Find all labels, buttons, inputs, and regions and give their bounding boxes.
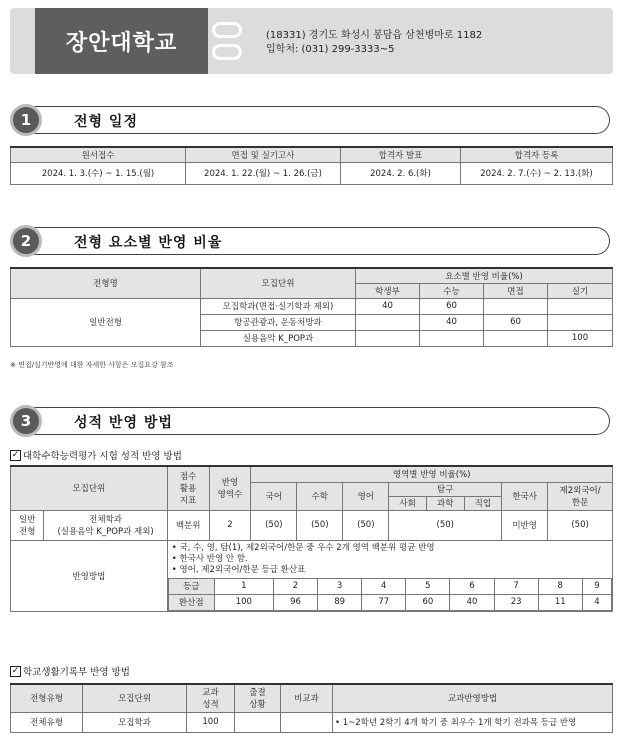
table-cell [356, 314, 420, 330]
binder-ring-icon [212, 44, 242, 60]
section-title: 전형 요소별 반영 비율 [74, 235, 223, 251]
table-cell: 11 [538, 594, 582, 610]
section-ratio-heading [10, 225, 610, 257]
table-header: 국어 [251, 482, 297, 510]
table-cell: 1 [214, 578, 273, 594]
table-cell: 89 [318, 594, 362, 610]
school-header [10, 8, 613, 74]
table-cell: 전체학과 (실용음악 K_POP과 제외) [44, 510, 167, 540]
table-cell: 전체유형 [11, 712, 83, 732]
table-header: 과학 [426, 496, 464, 510]
table-cell: • 1~2학년 2학기 4개 학기 중 최우수 1개 학기 전과목 등급 반영 [333, 712, 613, 732]
section-number-badge: 3 [10, 405, 42, 437]
table-cell: 5 [406, 578, 450, 594]
school-name: 장안대학교 [35, 8, 208, 74]
table-header: 영역별 반영 비율(%) [251, 466, 613, 482]
table-cell: 40 [356, 298, 420, 314]
checkbox-icon: ✓ [11, 449, 20, 460]
table-header: 한국사 [502, 482, 548, 510]
school-record-heading [10, 664, 130, 678]
table-header: 면접 및 실기고사 [186, 147, 341, 162]
table-header: 전형명 [11, 268, 201, 298]
table-cell: 9 [582, 578, 611, 594]
table-header: 합격자 발표 [341, 147, 461, 162]
binder-ring-icon [212, 22, 242, 38]
table-header: 실기 [548, 283, 613, 298]
table-cell: 미반영 [502, 510, 548, 540]
table-cell: (50) [343, 510, 389, 540]
table-cell [420, 330, 484, 346]
table-cell: 반영방법 [11, 540, 168, 611]
method-list [168, 541, 612, 578]
table-header: 모집단위 [83, 684, 187, 712]
table-cell: 77 [362, 594, 406, 610]
table-cell: 항공관광과, 운동처방과 [201, 314, 356, 330]
table-cell: 60 [484, 314, 548, 330]
checkbox-icon: ✓ [11, 665, 20, 676]
csat-method-heading [10, 448, 182, 462]
table-cell: (50) [297, 510, 343, 540]
table-header: 비교과 [281, 684, 333, 712]
table-header: 점수 활용 지표 [167, 466, 209, 510]
schedule-table [10, 146, 613, 185]
table-cell: 7 [494, 578, 538, 594]
table-header: 합격자 등록 [461, 147, 613, 162]
table-cell: 40 [420, 314, 484, 330]
table-cell: 96 [273, 594, 317, 610]
table-cell [484, 298, 548, 314]
table-cell: 모집학과(면접·실기학과 제외) [201, 298, 356, 314]
table-cell: 100 [214, 594, 273, 610]
phone: 입학처: (031) 299-3333~5 [266, 44, 395, 55]
table-cell: 60 [406, 594, 450, 610]
table-header: 출결 상황 [235, 684, 281, 712]
table-cell [484, 330, 548, 346]
subheading-label: 대학수학능력평가 시험 성적 반영 방법 [23, 451, 182, 462]
table-cell: (50) [548, 510, 613, 540]
address: (18331) 경기도 화성시 봉담읍 삼천병마로 1182 [266, 30, 483, 41]
table-cell: (50) [389, 510, 502, 540]
table-cell: 60 [420, 298, 484, 314]
table-header: 영어 [343, 482, 389, 510]
section-number-badge: 2 [10, 225, 42, 257]
section-title: 전형 일정 [74, 114, 138, 130]
table-cell: 실용음악 K_POP과 [201, 330, 356, 346]
table-header: 면접 [484, 283, 548, 298]
table-cell [281, 712, 333, 732]
table-cell [548, 314, 613, 330]
section-number-badge: 1 [10, 104, 42, 136]
table-header: 환산점 [168, 594, 214, 610]
contact-info [266, 29, 482, 57]
table-header: 탐구 [389, 482, 502, 496]
table-header: 교과 성적 [187, 684, 235, 712]
table-cell: 100 [187, 712, 235, 732]
table-cell: 2024. 1. 22.(월) ~ 1. 26.(금) [186, 162, 341, 184]
table-cell: 8 [538, 578, 582, 594]
list-item: • 한국사 반영 안 함. [171, 553, 248, 564]
subheading-label: 학교생활기록부 반영 방법 [23, 667, 130, 678]
table-cell: 2024. 1. 3.(수) ~ 1. 15.(월) [11, 162, 186, 184]
table-header: 원서접수 [11, 147, 186, 162]
table-cell: 4 [362, 578, 406, 594]
table-cell: 일반 전형 [11, 510, 44, 540]
table-header: 수학 [297, 482, 343, 510]
table-header: 모집단위 [201, 268, 356, 298]
ratio-table [10, 267, 613, 347]
table-cell: 백분위 [167, 510, 209, 540]
table-header: 사회 [389, 496, 427, 510]
table-header: 모집단위 [11, 466, 168, 510]
table-cell: 40 [450, 594, 494, 610]
ratio-note: ※ 면접/실기반영에 대한 자세한 사항은 모집요강 참조 [10, 361, 174, 369]
grade-conversion-table [168, 578, 612, 611]
table-cell: (50) [251, 510, 297, 540]
table-cell: 2 [273, 578, 317, 594]
table-cell: 2024. 2. 6.(화) [341, 162, 461, 184]
table-header: 수능 [420, 283, 484, 298]
table-header: 제2외국어/ 한문 [548, 482, 613, 510]
table-header: 학생부 [356, 283, 420, 298]
section-title: 성적 반영 방법 [74, 415, 173, 431]
table-cell: 2024. 2. 7.(수) ~ 2. 13.(화) [461, 162, 613, 184]
table-header: 직업 [464, 496, 502, 510]
table-cell: 모집학과 [83, 712, 187, 732]
table-cell: 3 [318, 578, 362, 594]
table-header: 요소별 반영 비율(%) [356, 268, 613, 283]
table-header: 반영 영역수 [209, 466, 251, 510]
table-cell: 일반전형 [11, 298, 201, 346]
section-score-heading [10, 405, 610, 437]
table-cell [548, 298, 613, 314]
table-header: 전형유형 [11, 684, 83, 712]
table-cell: 6 [450, 578, 494, 594]
table-header: 등급 [168, 578, 214, 594]
table-header: 교과반영방법 [333, 684, 613, 712]
table-cell: 23 [494, 594, 538, 610]
school-record-table [10, 683, 613, 733]
table-cell: 4 [582, 594, 611, 610]
list-item: • 국, 수, 영, 탐(1), 제2외국어/한문 중 우수 2개 영역 백분위 평균 반영 [171, 542, 435, 553]
list-item: • 영어, 제2외국어/한문 등급 환산표 [171, 564, 306, 575]
table-cell: 2 [209, 510, 251, 540]
method-cell [167, 540, 612, 611]
table-cell [235, 712, 281, 732]
table-cell [356, 330, 420, 346]
csat-table [10, 465, 613, 612]
table-cell: 100 [548, 330, 613, 346]
section-schedule-heading [10, 104, 610, 136]
